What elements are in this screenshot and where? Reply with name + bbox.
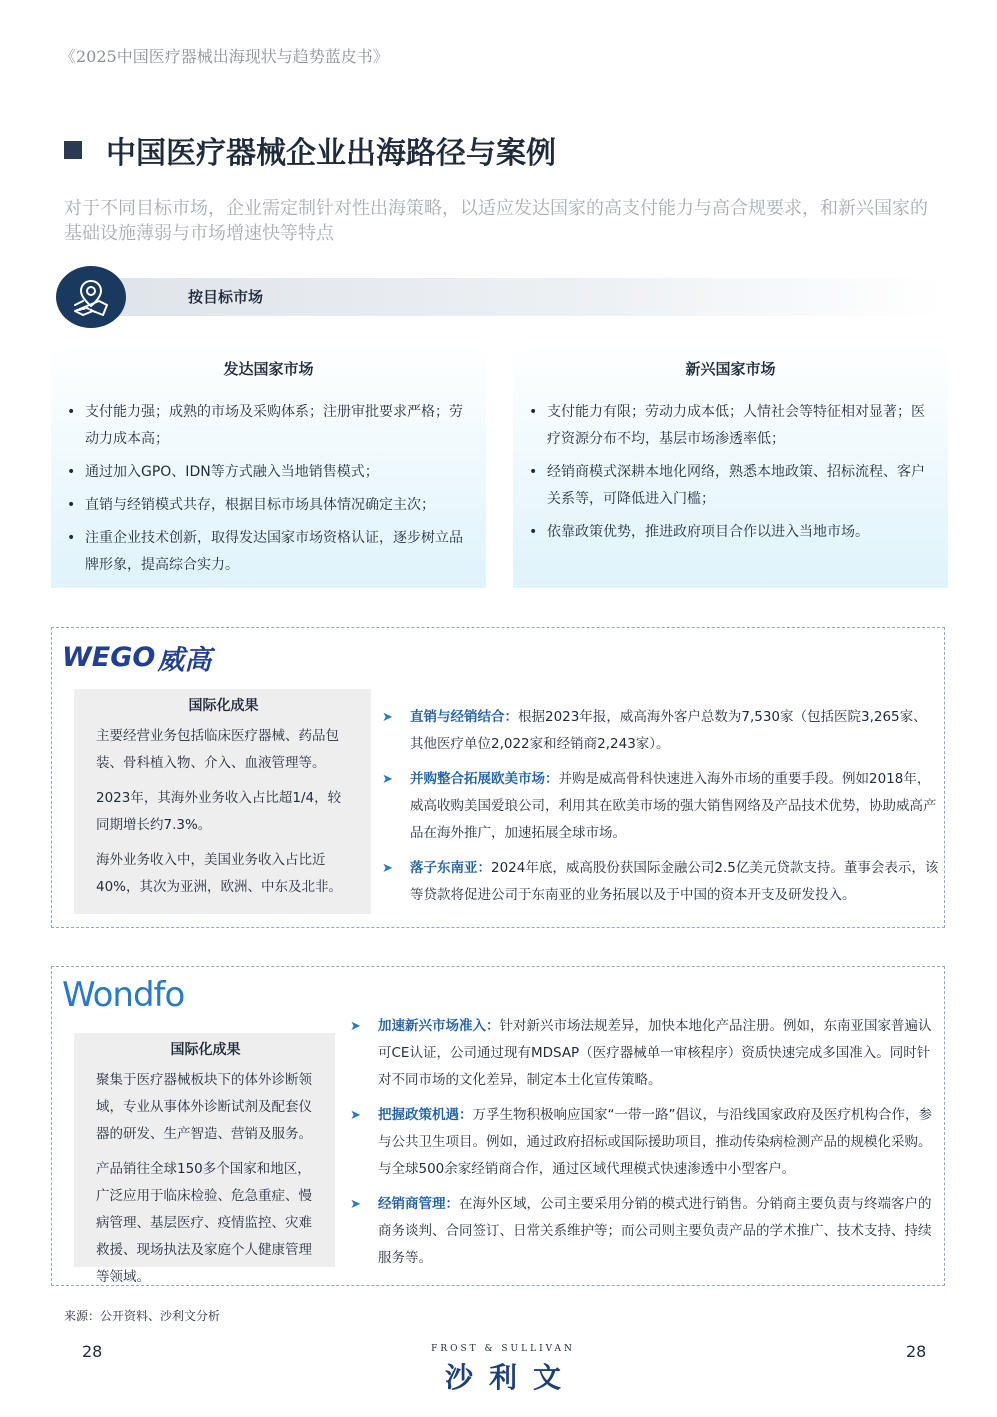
- brand-logo: [418, 1344, 588, 1396]
- strategy-point: [380, 704, 940, 758]
- emerging-market-title: 新兴国家市场: [685, 360, 776, 378]
- list-item: • 直销与经销模式共存，根据目标市场具体情况确定主次；: [65, 492, 472, 519]
- wondfo-achievement-paragraph: 产品销往全球150多个国家和地区，广泛应用于临床检验、危急重症、慢病管理、基层医疗、疫情监控、灾难救援、现场执法及家庭个人健康管理等领域。: [96, 1161, 312, 1285]
- strategy-point-text: 针对新兴市场法规差异，加快本地化产品注册。例如，东南亚国家普遍认可CE认证，公司通过现有MDSAP（医疗器械单一审核程序）资质快速完成多国准入。同时针对不同市场的文化差异，制定本土化宣传策略。: [378, 1018, 932, 1088]
- heading-square-icon: [64, 141, 82, 159]
- list-item: • 支付能力有限；劳动力成本低；人情社会等特征相对显著；医疗资源分布不均，基层市场渗透率低；: [527, 399, 934, 453]
- arrow-right-icon: ➤: [382, 861, 393, 876]
- list-item: • 依靠政策优势，推进政府项目合作以进入当地市场。: [527, 519, 934, 546]
- wego-case-box: [51, 627, 945, 928]
- strategy-point: [380, 766, 940, 847]
- strategy-point-text: 根据2023年报，威高海外客户总数为7,530家（包括医院3,265家、其他医疗单位2,022家和经销商2,243家）。: [410, 709, 927, 752]
- wego-logo-latin: WEGO: [62, 641, 156, 673]
- arrow-right-icon: ➤: [350, 1197, 361, 1212]
- strategy-point: [380, 855, 940, 909]
- strategy-point-lead: 经销商管理：: [378, 1196, 459, 1212]
- developed-market-panel: [51, 342, 486, 588]
- wondfo-logo-latin: Wondfo: [62, 975, 185, 1015]
- strategy-point: [348, 1013, 934, 1094]
- strategy-point-text: 2024年底，威高股份获国际金融公司2.5亿美元贷款支持。董事会表示，该等贷款将促进公司于东南亚的业务拓展以及于中国的资本开支及研发投入。: [410, 860, 939, 903]
- section-intro: 对于不同目标市场，企业需定制针对性出海策略，以适应发达国家的高支付能力与高合规要求，和新兴国家的基础设施薄弱与市场增速快等特点: [64, 198, 928, 244]
- wondfo-strategy-points: [348, 1013, 934, 1280]
- page-number-right: 28: [906, 1342, 927, 1361]
- list-item: • 通过加入GPO、IDN等方式融入当地销售模式；: [65, 459, 472, 486]
- strategy-point-lead: 把握政策机遇：: [378, 1107, 473, 1123]
- wego-achievement-panel: [74, 689, 371, 914]
- wondfo-achievement-panel: [74, 1033, 335, 1285]
- source-note: 来源：公开资料、沙利文分析: [64, 1309, 221, 1323]
- market-banner: [56, 266, 946, 328]
- arrow-right-icon: ➤: [382, 710, 393, 725]
- arrow-right-icon: ➤: [350, 1108, 361, 1123]
- wego-strategy-points: [380, 704, 940, 917]
- list-item: • 经销商模式深耕本地化网络，熟悉本地政策、招标流程、客户关系等，可降低进入门槛；: [527, 459, 934, 513]
- wego-logo-cjk: 威高: [157, 644, 212, 676]
- strategy-point-text: 并购是威高骨科快速进入海外市场的重要手段。例如2018年，威高收购美国爱琅公司，利用其在欧美市场的强大销售网络及产品技术优势，协助威高产品在海外推广，加速拓展全球市场。: [410, 771, 937, 841]
- wondfo-case-box: [51, 966, 945, 1286]
- page-number-left: 28: [82, 1342, 103, 1361]
- brand-name-cn: 沙利文: [444, 1361, 577, 1394]
- emerging-market-panel: [513, 342, 948, 588]
- section-heading: [64, 128, 556, 172]
- emerging-market-list: [513, 399, 948, 546]
- developed-market-list: [51, 399, 486, 579]
- section-title: 中国医疗器械企业出海路径与案例: [106, 136, 556, 171]
- report-title: 《2025中国医疗器械出海现状与趋势蓝皮书》: [60, 47, 389, 66]
- strategy-point: [348, 1102, 934, 1183]
- wego-achievement-paragraph: 海外业务收入中，美国业务收入占比近40%，其次为亚洲，欧洲、中东及北非。: [96, 852, 343, 895]
- wego-achievement-title: 国际化成果: [188, 698, 259, 714]
- strategy-point-lead: 并购整合拓展欧美市场：: [410, 771, 559, 787]
- strategy-point-lead: 加速新兴市场准入：: [378, 1018, 500, 1034]
- strategy-point-text: 万孚生物积极响应国家“一带一路”倡议，与沿线国家政府及医疗机构合作，参与公共卫生项目。例如，通过政府招标或国际援助项目，推动传染病检测产品的规模化采购。与全球500余家经销商合作，通过区域代理模式快速渗透中小型客户。: [378, 1107, 932, 1177]
- strategy-point-lead: 直销与经销结合：: [410, 709, 518, 725]
- wondfo-achievement-title: 国际化成果: [170, 1042, 241, 1058]
- developed-market-title: 发达国家市场: [223, 360, 314, 378]
- strategy-point-text: 在海外区域，公司主要采用分销的模式进行销售。分销商主要负责与终端客户的商务谈判、合同签订、日常关系维护等；而公司则主要负责产品的学术推广、技术支持、持续服务等。: [378, 1196, 932, 1266]
- strategy-point: [348, 1191, 934, 1272]
- wondfo-achievement-paragraph: 聚集于医疗器械板块下的体外诊断领域，专业从事体外诊断试剂及配套仪器的研发、生产智造、营销及服务。: [96, 1072, 312, 1142]
- arrow-right-icon: ➤: [382, 772, 393, 787]
- location-map-icon: [56, 266, 126, 328]
- wego-achievement-paragraph: 主要经营业务包括临床医疗器械、药品包装、骨科植入物、介入、血液管理等。: [96, 728, 339, 771]
- wego-logo: [62, 640, 211, 674]
- market-banner-label: 按目标市场: [188, 288, 264, 306]
- list-item: • 支付能力强；成熟的市场及采购体系；注册审批要求严格；劳动力成本高；: [65, 399, 472, 453]
- wego-achievement-paragraph: 2023年，其海外业务收入占比超1/4，较同期增长约7.3%。: [96, 790, 342, 833]
- market-banner-bar: [96, 278, 946, 316]
- arrow-right-icon: ➤: [350, 1019, 361, 1034]
- brand-name-en: FROST & SULLIVAN: [431, 1344, 575, 1354]
- strategy-point-lead: 落子东南亚：: [410, 860, 491, 876]
- wondfo-logo: [62, 975, 184, 1015]
- list-item: • 注重企业技术创新，取得发达国家市场资格认证，逐步树立品牌形象，提高综合实力。: [65, 525, 472, 579]
